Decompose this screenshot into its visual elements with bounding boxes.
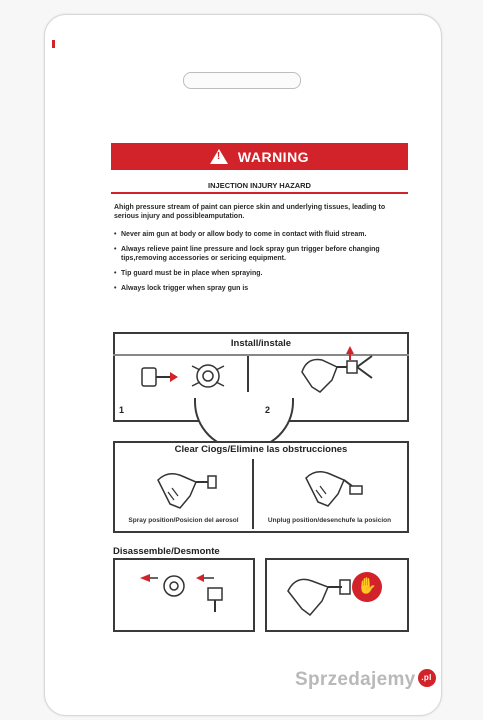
watermark: [295, 669, 436, 691]
hazard-bullet: • Tip guard must be in place when spraying.: [114, 269, 406, 278]
hang-slot: [183, 72, 301, 89]
tip-remove-icon: [136, 566, 246, 621]
stop-hand-icon: ✋: [352, 572, 382, 602]
clear-clogs-title: Clear Ciogs/Elimine las obstrucciones: [174, 444, 348, 455]
spray-position-caption: Spray position/Posicion del aerosol: [128, 517, 239, 524]
warning-banner: [111, 143, 408, 170]
warning-triangle-icon: !: [210, 149, 228, 164]
step-1-number: 1: [119, 405, 125, 415]
hazard-bullet: • Never aim gun at body or allow body to come in contact with fluid stream.: [114, 230, 406, 239]
hazard-bullet: • Always relieve paint line pressure and lock spray gun trigger before changing tips,removing accessories or sericing equipment.: [114, 245, 406, 263]
disassemble-title: Disassemble/Desmonte: [113, 546, 220, 557]
tip-insert-icon: [136, 356, 236, 396]
warning-label: WARNING: [237, 148, 310, 165]
corner-mark: [52, 40, 55, 48]
hazard-bullet-list: [114, 230, 406, 299]
gun-lock-icon: [280, 563, 400, 623]
install-title: Install/instale: [230, 338, 292, 349]
watermark-suffix: .pl: [418, 669, 436, 687]
hazard-title: INJECTION INJURY HAZARD: [208, 181, 311, 190]
unplug-position-gun-icon: [298, 464, 378, 509]
hazard-bullet: • Always lock trigger when spray gun is: [114, 284, 406, 293]
watermark-text: Sprzedajemy: [295, 669, 416, 690]
hazard-intro: Ahigh pressure stream of paint can pierce skin and underlying tissues, leading to serious injury and possibleamputation.: [114, 204, 386, 220]
hazard-divider: [111, 192, 408, 194]
step-2-number: 2: [265, 405, 271, 415]
unplug-position-caption: Unplug position/desenchufe la posicion: [267, 517, 392, 524]
gun-guard-icon: [292, 342, 382, 402]
spray-position-gun-icon: [150, 466, 230, 511]
